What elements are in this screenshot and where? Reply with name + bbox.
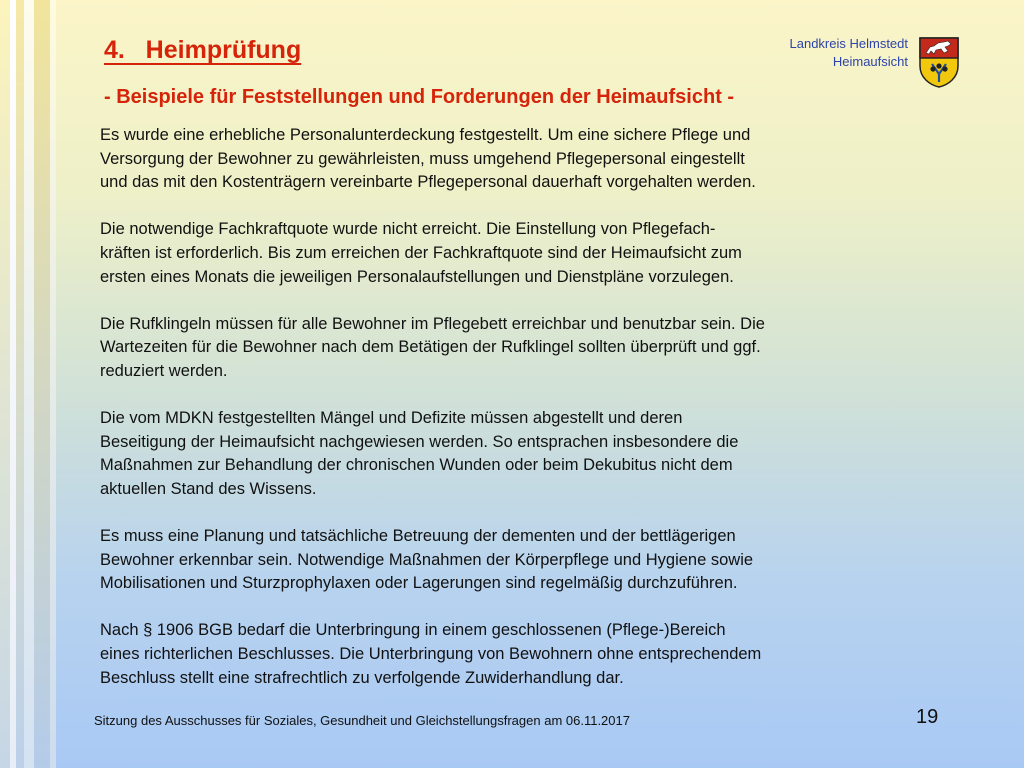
paragraph-line: Es wurde eine erhebliche Personalunterdeckung festgestellt. Um eine sichere Pflege und bbox=[100, 126, 751, 144]
decorative-stripe bbox=[24, 0, 34, 768]
paragraph-line: Die Rufklingeln müssen für alle Bewohner im Pflegebett erreichbar und benutzbar sein. Die bbox=[100, 314, 765, 333]
slide-title: 4. Heimprüfung bbox=[104, 36, 302, 64]
paragraph-line: Beschluss stellt eine strafrechtlich zu verfolgende Zuwiderhandlung dar. bbox=[100, 668, 624, 687]
decorative-stripe bbox=[16, 0, 24, 768]
paragraph-line: Die notwendige Fachkraftquote wurde nicht erreicht. Die Einstellung von Pflegefach- bbox=[100, 220, 716, 239]
paragraph bbox=[100, 218, 900, 289]
paragraph bbox=[100, 124, 900, 195]
paragraph bbox=[100, 313, 900, 384]
decorative-stripe bbox=[34, 0, 50, 768]
paragraph-line: eines richterlichen Beschlusses. Die Unterbringung von Bewohnern ohne entsprechendem bbox=[100, 645, 762, 664]
paragraph bbox=[100, 619, 900, 690]
slide-footer: Sitzung des Ausschusses für Soziales, Gesundheit und Gleichstellungsfragen am 06.11.2017 bbox=[94, 713, 630, 728]
paragraph-line: kräften ist erforderlich. Bis zum erreichen der Fachkraftquote sind der Heimaufsicht zum bbox=[100, 243, 742, 262]
organization-label bbox=[790, 35, 909, 71]
paragraph-line: reduziert werden. bbox=[100, 361, 228, 380]
paragraph-line: Die vom MDKN festgestellten Mängel und Defizite müssen abgestellt und deren bbox=[100, 409, 683, 428]
paragraph-line: Es muss eine Planung und tatsächliche Betreuung der dementen und der bettlägerigen bbox=[100, 527, 736, 546]
paragraph-line: Beseitigung der Heimaufsicht nachgewiesen werden. So entsprachen insbesondere die bbox=[100, 432, 739, 451]
decorative-stripe bbox=[0, 0, 10, 768]
slide-body bbox=[100, 124, 900, 714]
paragraph-line: und das mit den Kostenträgern vereinbarte Pflegepersonal dauerhaft vorgehalten werden. bbox=[100, 173, 756, 192]
paragraph-line: Mobilisationen und Sturzprophylaxen oder Lagerungen sind regelmäßig durchzuführen. bbox=[100, 574, 738, 593]
organization-department: Heimaufsicht bbox=[832, 54, 908, 69]
paragraph-line: Nach § 1906 BGB bedarf die Unterbringung in einem geschlossenen (Pflege-)Bereich bbox=[100, 621, 726, 640]
page-number: 19 bbox=[916, 706, 939, 728]
paragraph bbox=[100, 407, 900, 501]
paragraph-line: ersten eines Monats die jeweiligen Personalaufstellungen und Dienstpläne vorzulegen. bbox=[100, 267, 734, 286]
slide-subtitle: - Beispiele für Feststellungen und Forderungen der Heimaufsicht - bbox=[104, 86, 735, 108]
paragraph bbox=[100, 525, 900, 596]
paragraph-line: aktuellen Stand des Wissens. bbox=[100, 479, 317, 498]
paragraph-line: Maßnahmen zur Behandlung der chronischen Wunden oder beim Dekubitus nicht dem bbox=[100, 456, 733, 475]
organization-name: Landkreis Helmstedt bbox=[789, 36, 908, 51]
paragraph-line: Bewohner erkennbar sein. Notwendige Maßnahmen der Körperpflege und Hygiene sowie bbox=[100, 550, 754, 569]
decorative-stripe bbox=[50, 0, 56, 768]
coat-of-arms-icon bbox=[918, 36, 960, 88]
paragraph-line: Wartezeiten für die Bewohner nach dem Betätigen der Rufklingel sollten überprüft und ggf. bbox=[100, 338, 761, 357]
paragraph-line: Versorgung der Bewohner zu gewährleisten, muss umgehend Pflegepersonal eingestellt bbox=[100, 149, 745, 168]
